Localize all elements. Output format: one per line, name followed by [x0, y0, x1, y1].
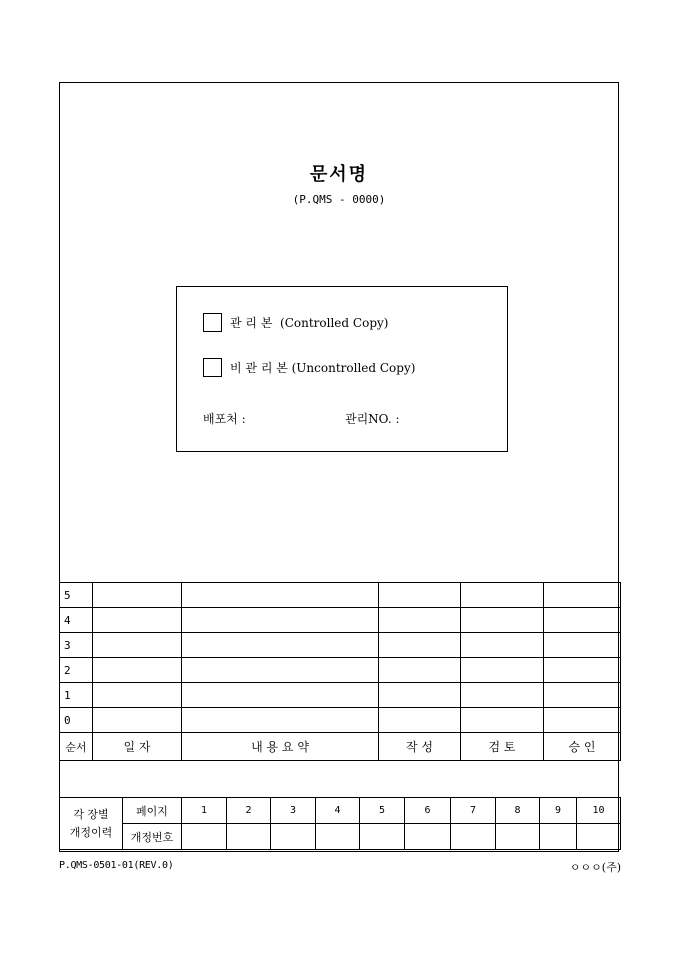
revision-no-cell[interactable]	[405, 824, 451, 850]
revision-author-cell[interactable]	[379, 633, 461, 658]
revision-summary-cell[interactable]	[182, 583, 379, 608]
revision-date-cell[interactable]	[93, 658, 182, 683]
uncontrolled-copy-checkbox[interactable]	[203, 358, 222, 377]
revision-review-cell[interactable]	[461, 658, 544, 683]
copy-control-box	[176, 286, 508, 452]
revision-no-cell[interactable]	[271, 824, 316, 850]
revision-review-cell[interactable]	[461, 708, 544, 733]
controlled-copy-option[interactable]	[203, 313, 388, 332]
distribution-label: 배포처 :	[203, 412, 246, 426]
revision-date-cell[interactable]	[93, 583, 182, 608]
revision-review-cell[interactable]	[461, 683, 544, 708]
header-approve: 승 인	[544, 733, 621, 761]
revision-no-cell[interactable]	[360, 824, 405, 850]
page-number: 8	[496, 798, 540, 824]
revision-header-row	[60, 733, 621, 761]
revision-number-row	[60, 824, 621, 850]
page-number-row	[60, 798, 621, 824]
revision-number: 4	[60, 608, 93, 633]
page-number: 10	[577, 798, 621, 824]
revision-number: 0	[60, 708, 93, 733]
revision-approve-cell[interactable]	[544, 658, 621, 683]
page-number: 3	[271, 798, 316, 824]
revision-number: 1	[60, 683, 93, 708]
page-number: 9	[540, 798, 577, 824]
revision-author-cell[interactable]	[379, 708, 461, 733]
header-review: 검 토	[461, 733, 544, 761]
revision-no-cell[interactable]	[540, 824, 577, 850]
revision-summary-cell[interactable]	[182, 608, 379, 633]
page-number: 1	[182, 798, 227, 824]
distribution-row	[203, 410, 493, 427]
form-code: P.QMS-0501-01(REV.0)	[59, 860, 174, 871]
document-title: 문서명	[309, 164, 369, 185]
header-date: 일 자	[93, 733, 182, 761]
revision-no-cell[interactable]	[227, 824, 271, 850]
table-row	[60, 633, 621, 658]
revision-date-cell[interactable]	[93, 608, 182, 633]
revision-review-cell[interactable]	[461, 608, 544, 633]
table-row	[60, 658, 621, 683]
page-number: 7	[451, 798, 496, 824]
header-seq: 순서	[60, 733, 93, 761]
page-number: 6	[405, 798, 451, 824]
revision-no-cell[interactable]	[451, 824, 496, 850]
revision-number: 3	[60, 633, 93, 658]
table-row	[60, 683, 621, 708]
revision-approve-cell[interactable]	[544, 683, 621, 708]
revision-summary-cell[interactable]	[182, 658, 379, 683]
revision-author-cell[interactable]	[379, 683, 461, 708]
revision-history-table	[59, 582, 621, 761]
revision-summary-cell[interactable]	[182, 683, 379, 708]
revision-number: 2	[60, 658, 93, 683]
revision-date-cell[interactable]	[93, 708, 182, 733]
revision-review-cell[interactable]	[461, 583, 544, 608]
revision-no-cell[interactable]	[182, 824, 227, 850]
revision-date-cell[interactable]	[93, 633, 182, 658]
revision-approve-cell[interactable]	[544, 608, 621, 633]
revision-approve-cell[interactable]	[544, 633, 621, 658]
uncontrolled-copy-option[interactable]	[203, 358, 415, 377]
table-row	[60, 608, 621, 633]
controlled-copy-label: 관 리 본 (Controlled Copy)	[230, 316, 389, 330]
page-revision-label-line1: 각 장별	[73, 807, 109, 821]
management-no-label: 관리NO. :	[345, 412, 400, 426]
revision-no-cell[interactable]	[316, 824, 360, 850]
controlled-copy-checkbox[interactable]	[203, 313, 222, 332]
revision-approve-cell[interactable]	[544, 708, 621, 733]
page-number: 2	[227, 798, 271, 824]
revision-summary-cell[interactable]	[182, 708, 379, 733]
revision-date-cell[interactable]	[93, 683, 182, 708]
revision-review-cell[interactable]	[461, 633, 544, 658]
table-row	[60, 583, 621, 608]
revision-no-cell[interactable]	[496, 824, 540, 850]
revision-author-cell[interactable]	[379, 658, 461, 683]
revision-author-cell[interactable]	[379, 608, 461, 633]
header-author: 작 성	[379, 733, 461, 761]
page-revision-table	[59, 797, 621, 850]
revision-summary-cell[interactable]	[182, 633, 379, 658]
table-row	[60, 708, 621, 733]
revision-number: 5	[60, 583, 93, 608]
page-revision-label	[60, 798, 123, 850]
page-number: 4	[316, 798, 360, 824]
revision-approve-cell[interactable]	[544, 583, 621, 608]
document-code: (P.QMS - 0000)	[292, 193, 386, 206]
page-label: 페이지	[123, 798, 182, 824]
revision-no-cell[interactable]	[577, 824, 621, 850]
page-number: 5	[360, 798, 405, 824]
uncontrolled-copy-label: 비 관 리 본 (Uncontrolled Copy)	[230, 361, 416, 375]
company-name: ㅇㅇㅇ(주)	[569, 861, 621, 874]
revision-no-label: 개정번호	[123, 824, 182, 850]
page-revision-label-line2: 개정이력	[69, 825, 113, 839]
revision-author-cell[interactable]	[379, 583, 461, 608]
header-summary: 내 용 요 약	[182, 733, 379, 761]
